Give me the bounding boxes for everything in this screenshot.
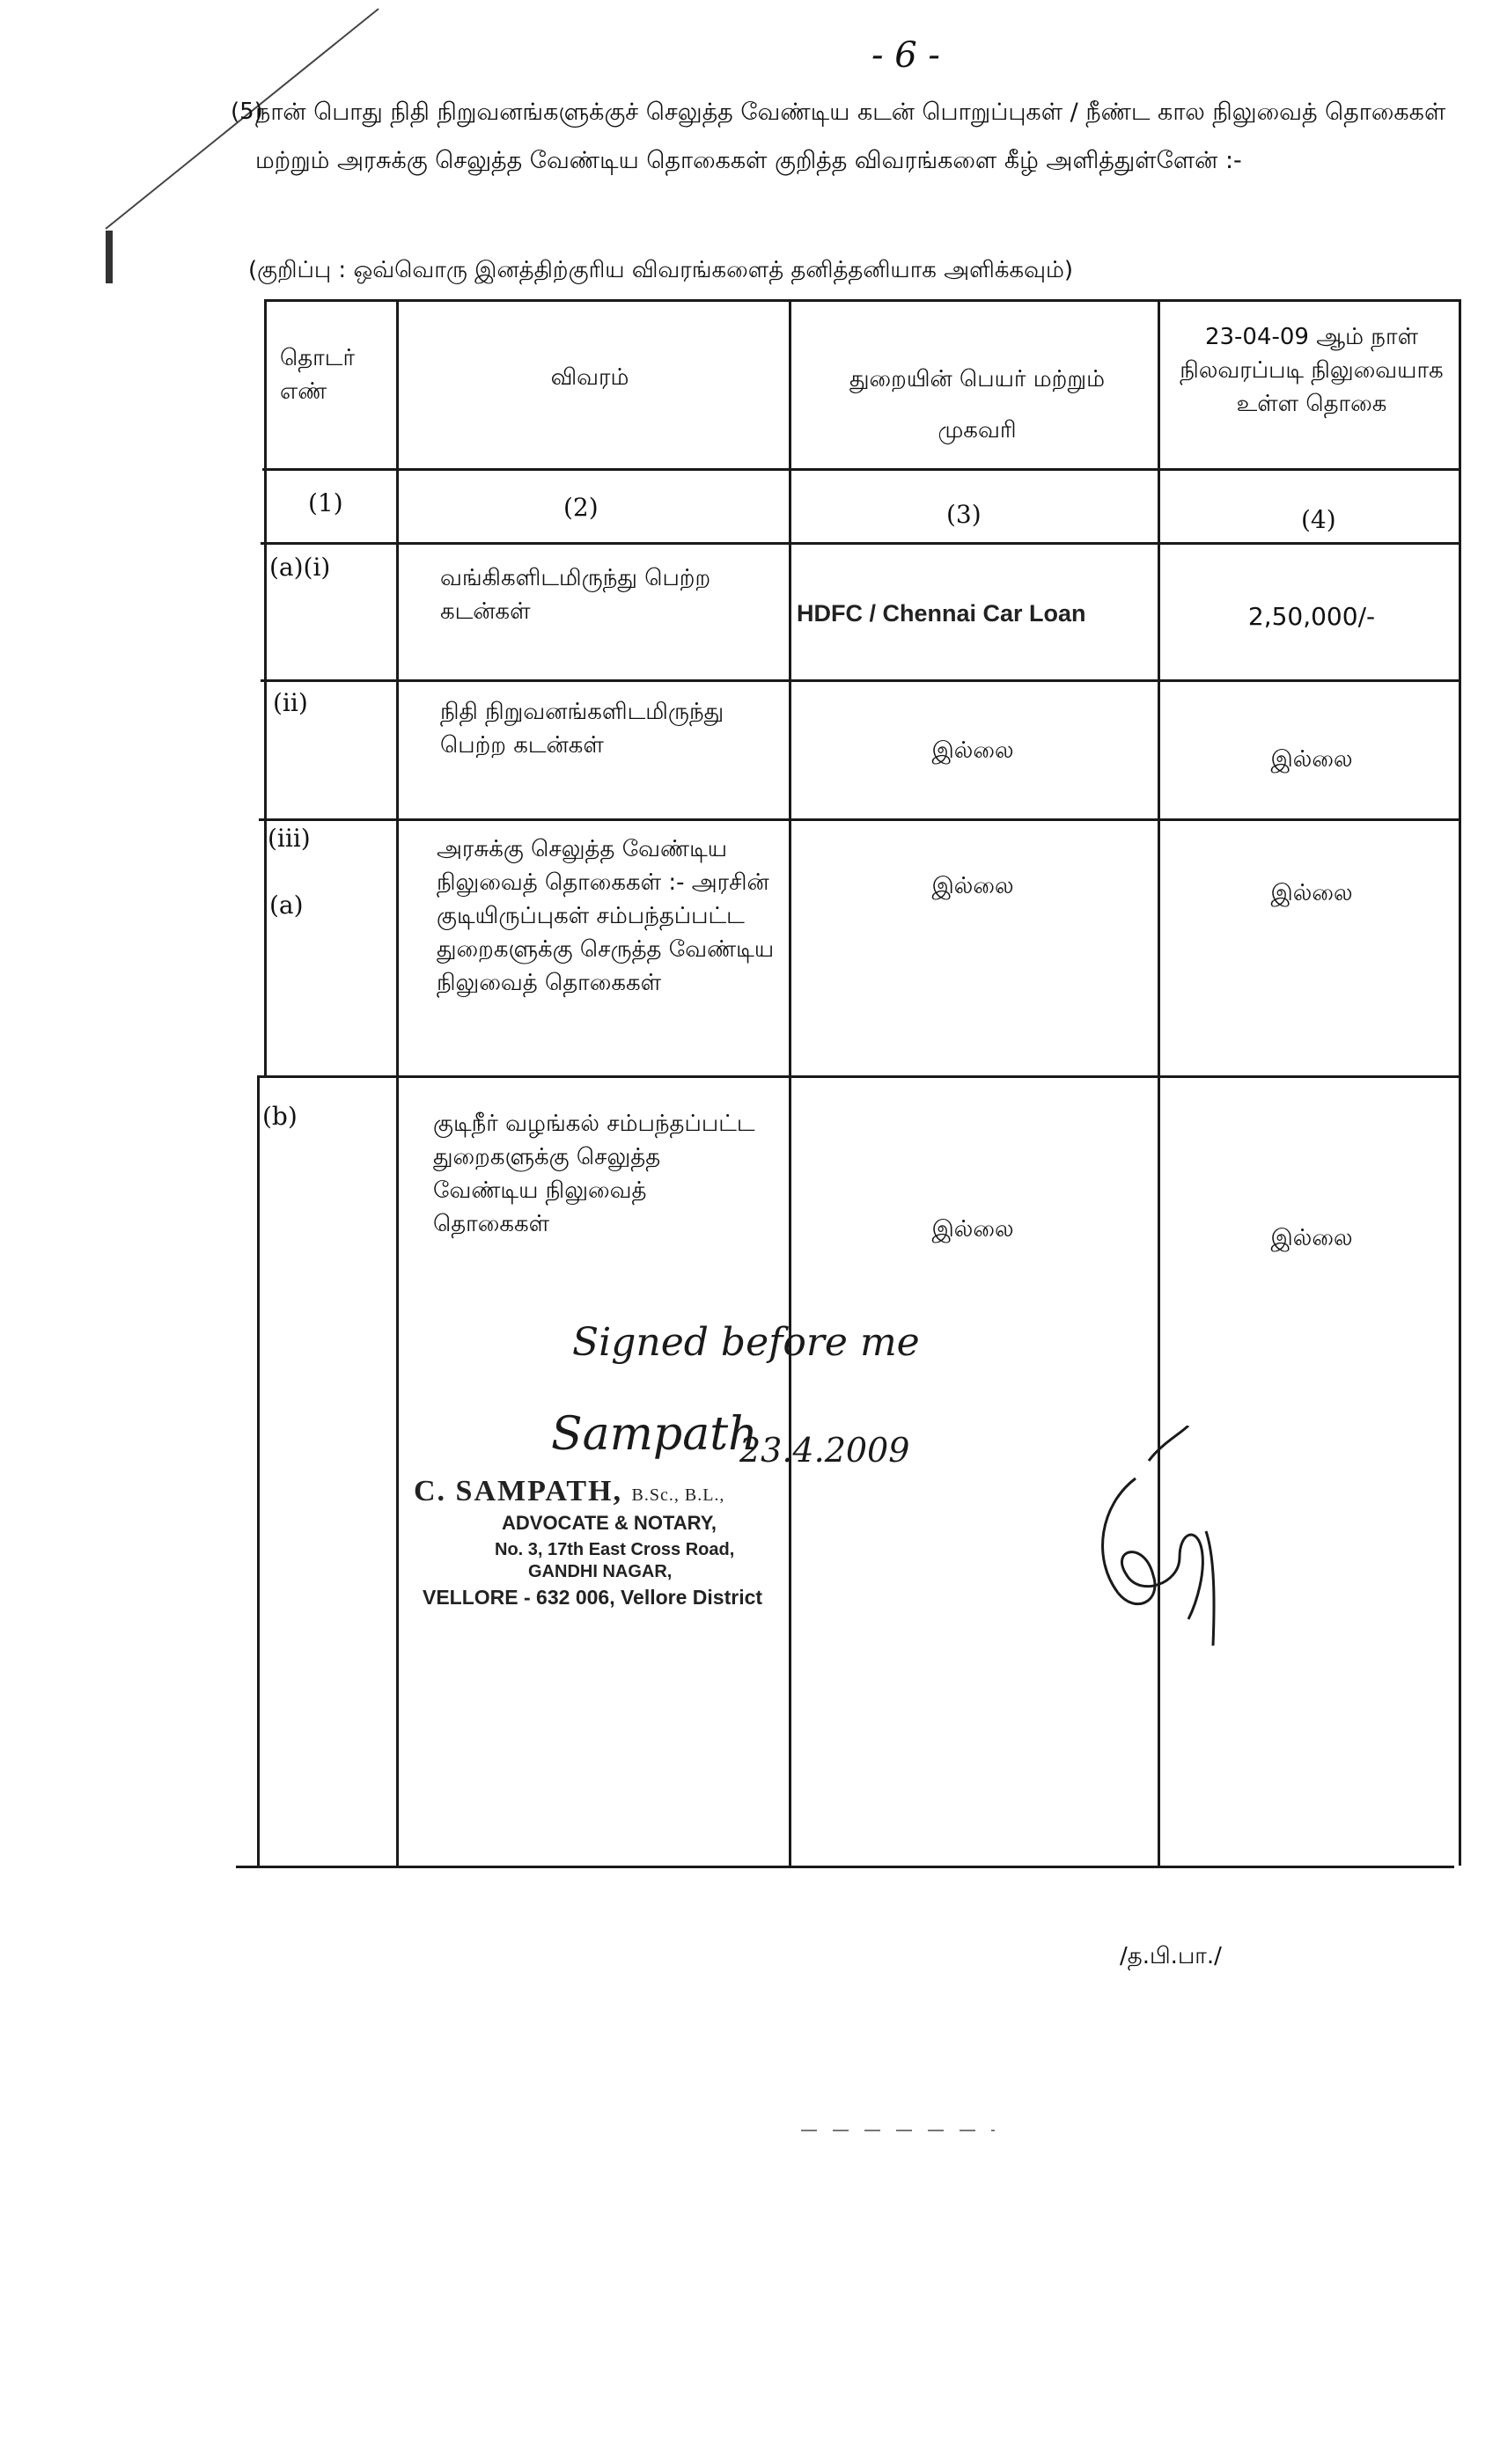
row-department: இல்லை xyxy=(931,737,1014,764)
notary-qualification: B.Sc., B.L., xyxy=(631,1485,725,1505)
row-amount: இல்லை xyxy=(1270,880,1353,906)
notary-address-line1: No. 3, 17th East Cross Road, xyxy=(495,1540,735,1559)
attestation-date: 23.4.2009 xyxy=(739,1431,910,1470)
row-amount: இல்லை xyxy=(1270,746,1353,773)
notary-title: ADVOCATE & NOTARY, xyxy=(502,1512,717,1534)
column-number-1: (1) xyxy=(308,488,343,517)
handwritten-attestation: Signed before me xyxy=(572,1320,920,1365)
column-number-4: (4) xyxy=(1301,505,1336,534)
header-department: துறையின் பெயர் மற்றும் முகவரி xyxy=(849,366,1105,444)
row-department: இல்லை xyxy=(931,1216,1014,1243)
header-details: விவரம் xyxy=(550,364,629,391)
row-department: HDFC / Chennai Car Loan xyxy=(797,600,1086,627)
header-outstanding-amount: 23-04-09 ஆம் நாள் நிலவரப்படி நிலுவையாக உள்ள தொகை xyxy=(1180,324,1444,417)
faint-mark xyxy=(801,2130,995,2131)
row-detail: குடிநீர் வழங்கல் சம்பந்தப்பட்ட துறைகளுக்கு செலுத்த வேண்டிய நிலுவைத் தொகைகள் xyxy=(433,1111,755,1237)
page-number: - 6 - xyxy=(871,35,940,76)
notary-signature: Sampath xyxy=(551,1408,758,1461)
notary-address-line3: VELLORE - 632 006, Vellore District xyxy=(423,1586,763,1609)
row-detail: நிதி நிறுவனங்களிடமிருந்து பெற்ற கடன்கள் xyxy=(440,699,724,759)
intro-marker: (5) xyxy=(231,99,263,125)
row-serial-sub: (a) xyxy=(269,891,304,920)
row-department: இல்லை xyxy=(931,873,1014,899)
notary-address-line2: GANDHI NAGAR, xyxy=(528,1562,673,1581)
intro-paragraph: நான் பொது நிதி நிறுவனங்களுக்குச் செலுத்த வேண்டிய கடன் பொறுப்புகள் / நீண்ட கால நிலுவைத் தொகைகள் மற்றும் அரசுக்கு செலுத்த வேண்டிய தொகைகள் குறித்த விவரங்களை கீழ் அளித்துள்ளேன் :- xyxy=(255,99,1446,174)
row-detail: அரசுக்கு செலுத்த வேண்டிய நிலுவைத் தொகைகள் :- அரசின் குடியிருப்புகள் சம்பந்தப்பட்ட துறைகளுக்கு செருத்த வேண்டிய நிலுவைத் தொகைகள் xyxy=(437,836,775,996)
header-serial-number: தொடர் எண் xyxy=(280,345,356,405)
row-amount: இல்லை xyxy=(1270,1225,1353,1251)
column-number-3: (3) xyxy=(946,500,982,529)
row-serial: (a)(i) xyxy=(269,553,331,582)
row-serial: (b) xyxy=(262,1102,298,1131)
notary-name: C. SAMPATH, xyxy=(414,1475,623,1507)
footer-continued-note: /த.பி.பா./ xyxy=(1120,1943,1222,1969)
notary-stamp xyxy=(414,1475,871,1610)
row-serial: (ii) xyxy=(273,688,308,717)
note-text: (குறிப்பு : ஒவ்வொரு இனத்திற்குரிய விவரங்களைத் தனித்தனியாக அளிக்கவும்) xyxy=(248,257,1074,283)
column-number-2: (2) xyxy=(563,493,599,522)
liabilities-table xyxy=(238,299,1470,1883)
row-amount: 2,50,000/- xyxy=(1247,602,1376,631)
row-serial: (iii) xyxy=(268,824,311,853)
row-detail: வங்கிகளிடமிருந்து பெற்ற கடன்கள் xyxy=(440,565,711,625)
deponent-signature xyxy=(1083,1426,1250,1654)
